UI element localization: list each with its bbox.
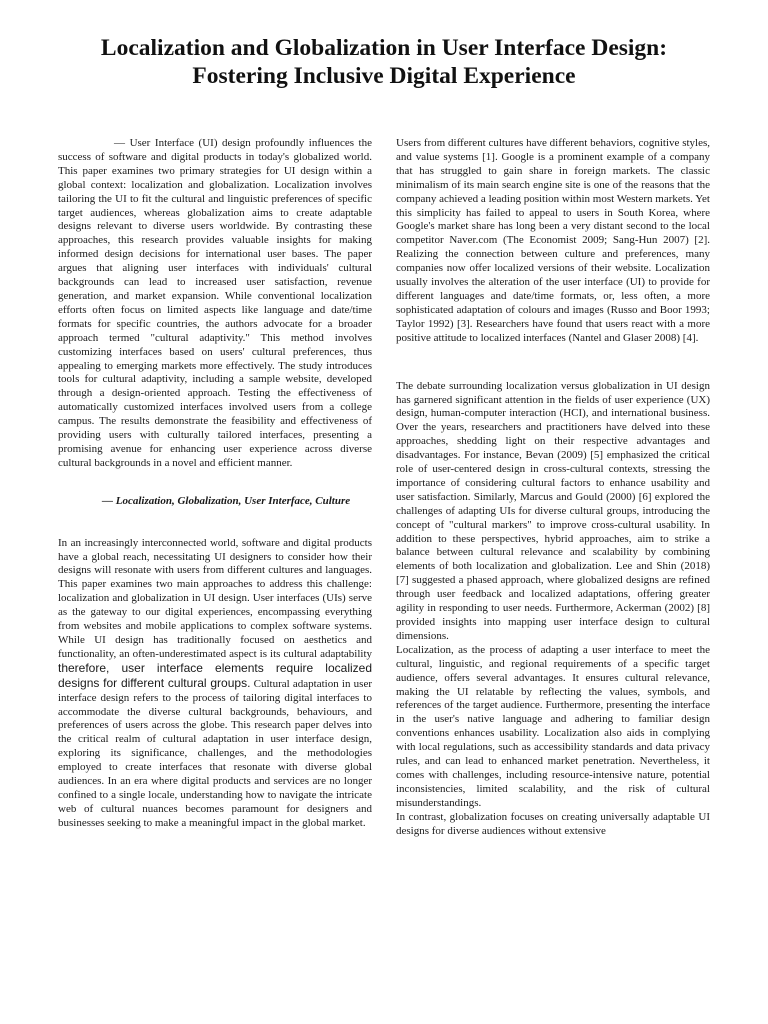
paper-title-line-2: Fostering Inclusive Digital Experience	[192, 63, 576, 89]
abstract-paragraph: — User Interface (UI) design profoundly influences the success of software and digital products in today's globalized world. This paper examines two primary strategies for UI design within a global context: localization and globalization. Localization involves tailoring the UI to fit the cultural and linguistic preferences of specific target audiences, whereas globalization aims to create adaptable designs relevant to diverse users worldwide. By contrasting these approaches, this research provides valuable insights for making informed design decisions for international user bases. The paper argues that aligning user interfaces with individuals' cultural backgrounds can lead to increased user satisfaction, revenue generation, and market expansion. While conventional localization efforts often focus on limited aspects like language and date/time formats for specific countries, the authors advocate for a broader approach termed "cultural adaptivity." This method involves customizing interfaces based on users' cultural preferences, thus appealing to emerging markets more effectively. The study introduces tools for cultural adaptivity, including a sample website, developed through a design-oriented approach. Testing the effectiveness of automatically customized interfaces involved users from a college campus. The results demonstrate the feasibility and effectiveness of providing users with culturally tailored interfaces, presenting a promising avenue for enhancing user experience across diverse cultural backgrounds in a novel and efficient manner.	[58, 137, 372, 469]
keywords-paragraph: — Localization, Globalization, User Interface, Culture	[102, 494, 351, 507]
culture-differences-paragraph: Users from different cultures have different behaviors, cognitive styles, and value systems [1]. Google is a prominent example of a company that has struggled to gain share in foreign markets. The classic minimalism of its main search engine site is one of the reasons that the company achieved a leading position within most Western markets. Yet this simplicity has failed to appeal to users in South Korea, where Google's market share has long been a very distant second to the local competitor Naver.com (The Economist 2009; Sang-Hun 2007) [2]. Realizing the connection between culture and preferences, many companies now offer localized versions of their website. Localization usually involves the alteration of the user interface (UI) to provide for different languages and date/time formats, or, less often, a more sophisticated adaptation of colours and images (Russo and Boor 1993; Taylor 1992) [3]. Researchers have found that users react with a more positive attitude to localized interfaces (Nantel and Glaser 2008) [4].	[396, 137, 710, 344]
globalization-paragraph: In contrast, globalization focuses on creating universally adaptable UI designs for diverse audiences without extensive	[396, 810, 710, 837]
right-column	[396, 137, 710, 839]
introduction-text-part-1: In an increasingly interconnected world, software and digital products have a global reach, necessitating UI designers to consider how their designs will resonate with users from different cultures and languages. This paper examines two main approaches to address this challenge: localization and globalization in UI design. User interfaces (UIs) serve as the gateway to our digital experiences, encompassing everything from websites and mobile applications to complex software systems. While UI design has traditionally focused on aesthetics and functionality, an often-underestimated aspect is its cultural adaptability	[58, 536, 372, 660]
introduction-text-part-2: therefore, user interface elements require localized designs for different cultural groups.	[58, 660, 372, 690]
left-column	[58, 137, 372, 831]
introduction-text-part-3: Cultural adaptation in user interface design refers to the process of tailoring digital interfaces to accommodate the diverse cultural backgrounds, behaviours, and preferences of users across the globe. This research paper delves into the critical realm of cultural adaptation in user interface design, exploring its significance, challenges, and the methodologies employed to create interfaces that resonate with diverse global audiences. In an era where digital products and services are no longer confined to a single locale, understanding how to navigate the intricate web of cultural nuances becomes paramount for designers and businesses seeking to make a meaningful impact in the global market.	[58, 677, 372, 829]
localization-paragraph: Localization, as the process of adapting a user interface to meet the cultural, linguistic, and regional requirements of a specific target audience, offers several advantages. It ensures cultural relevance, making the UI relatable by reflecting the values, symbols, and references of the target audience. Furthermore, presenting the interface in the user's native language and adhering to familiar design conventions enhances usability. Localization also aids in complying with local regulations, such as accessibility standards and data privacy rules, and can lead to enhanced market penetration. Nevertheless, it comes with challenges, including resource-intensive nature, potential inconsistencies, limited scalability, and the risk of cultural misunderstandings.	[396, 643, 710, 809]
debate-paragraph: The debate surrounding localization versus globalization in UI design has garnered significant attention in the fields of user experience (UX) design, human-computer interaction (HCI), and international business. Over the years, researchers and practitioners have delved into these approaches, shedding light on their respective advantages and disadvantages. For instance, Bevan (2009) [5] emphasized the critical role of user-centered design in cross-cultural contexts, stressing the importance of considering cultural factors to enhance usability and user satisfaction. Similarly, Marcus and Gould (2000) [6] explored the challenges of adapting UIs for diverse cultural groups, introducing the concept of "cultural markers" to improve cross-cultural usability. In addition to these perspectives, hybrid approaches, aim to strike a balance between cultural relevance and scalability by combining elements of both localization and globalization. Lee and Shin (2018) [7] suggested a phased approach, where globalized designs are refined through user feedback and localized adaptations, offering greater agility in responding to user needs. Furthermore, Ackerman (2002) [8] provided insights into mapping user interface design to cultural dimensions.	[396, 379, 710, 642]
introduction-paragraph	[58, 537, 372, 831]
paper-title-line-1: Localization and Globalization in User Interface Design:	[100, 35, 668, 61]
paper-title	[40, 34, 728, 90]
